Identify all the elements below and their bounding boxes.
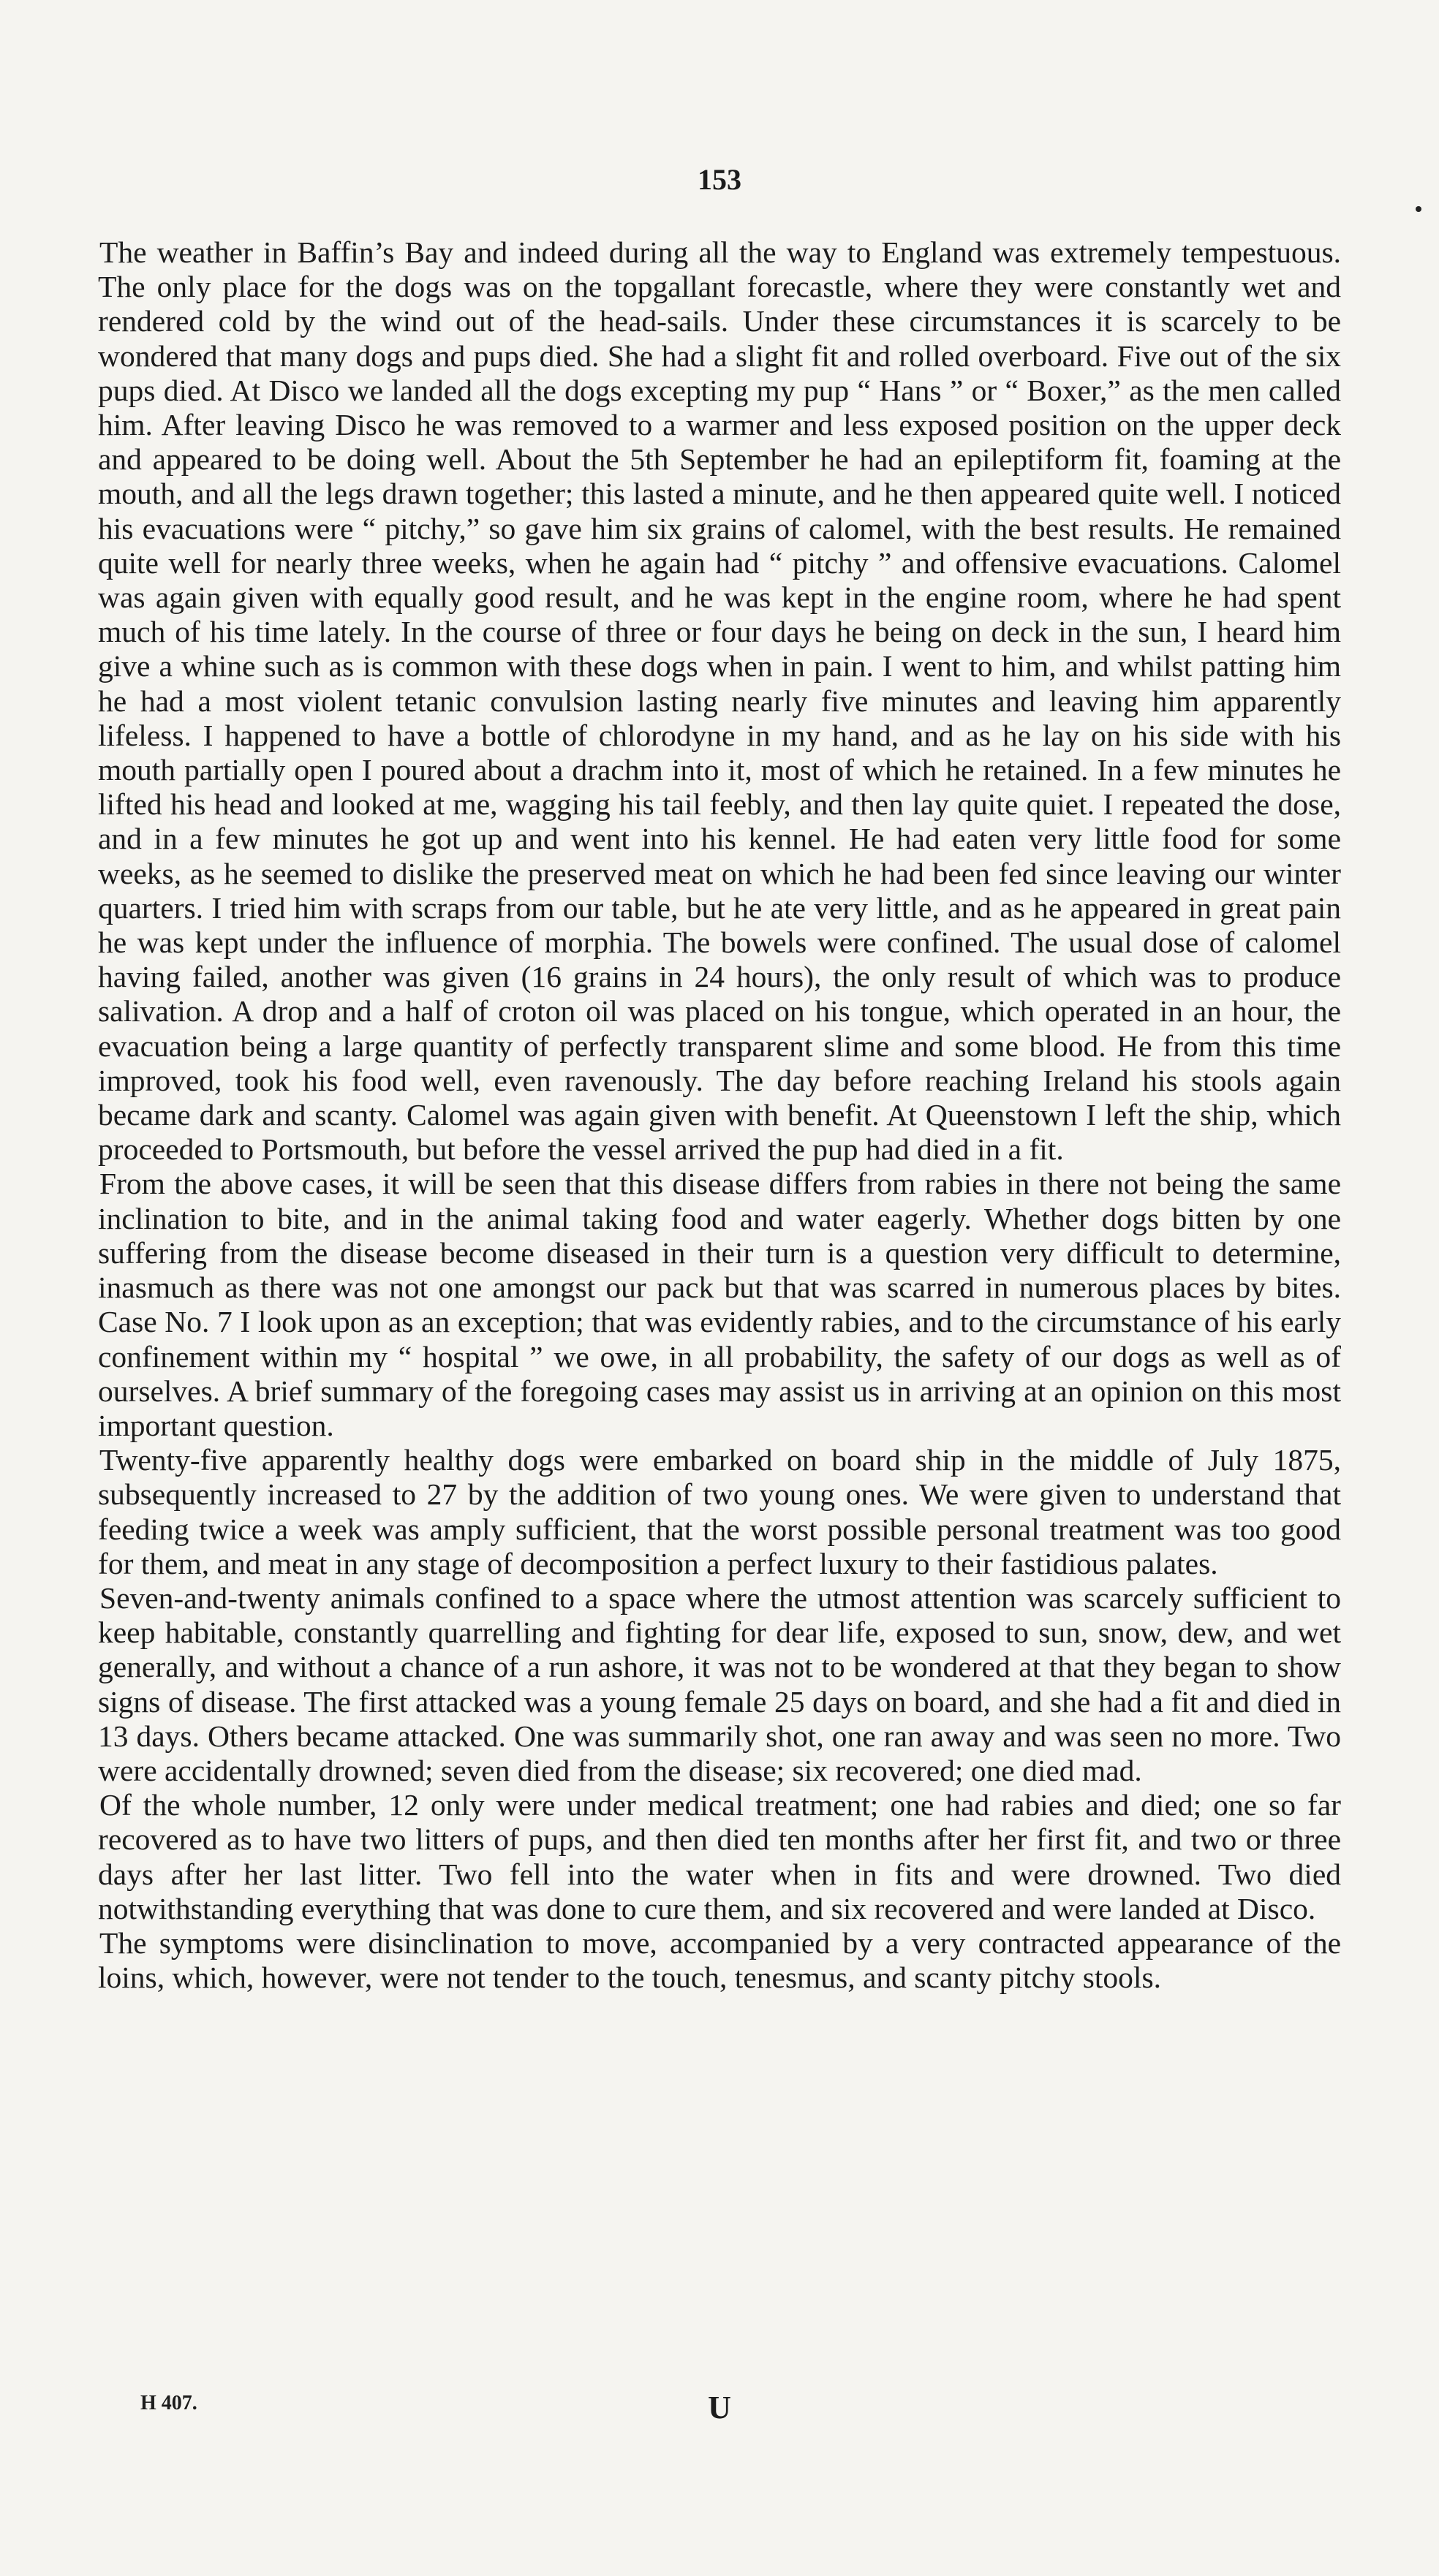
- paragraph-2: From the above cases, it will be seen that this disease differs from rabies in there not being the same inclination to bite, and in the animal taking food and water eagerly. Whether dogs bitten by one suffering from the disease become diseased in their turn is a question very difficult to determine, inasmuch as there was not one amongst our pack but that was scarred in numerous places by bites. Case No. 7 I look upon as an exception; that was evidently rabies, and to the circumstance of his early confinement within my “ hospital ” we owe, in all probability, the safety of our dogs as well as of ourselves. A brief summary of the foregoing cases may assist us in arriving at an opinion on this most important question.: [98, 1167, 1341, 1442]
- page-number: 153: [698, 163, 741, 196]
- gathering-letter: U: [708, 2390, 731, 2425]
- paragraph-5: Of the whole number, 12 only were under medical treatment; one had rabies and died; one so far recovered as to have two litters of pups, and then died ten months after her first fit, and two or three days after her last litter. Two fell into the water when in fits and were drowned. Two died notwithstanding everything that was done to cure them, and six recovered and were landed at Disco.: [98, 1788, 1341, 1925]
- paragraph-6: The symptoms were disinclination to move, accompanied by a very contracted appearance of the loins, which, however, were not tender to the touch, tenesmus, and scanty pitchy stools.: [98, 1925, 1341, 1995]
- paragraph-1: The weather in Baffin’s Bay and indeed during all the way to England was extremely tempestuous. The only place for the dogs was on the topgallant forecastle, where they were constantly wet and rendered cold by the wind out of the head-sails. Under these circumstances it is scarcely to be wondered that many dogs and pups died. She had a slight fit and rolled overboard. Five out of the six pups died. At Disco we landed all the dogs excepting my pup “ Hans ” or “ Boxer,” as the men called him. After leaving Disco he was removed to a warmer and less exposed position on the upper deck and appeared to be doing well. About the 5th September he had an epileptiform fit, foaming at the mouth, and all the legs drawn together; this lasted a minute, and he then appeared quite well. I noticed his evacuations were “ pitchy,” so gave him six grains of calomel, with the best results. He remained quite well for nearly three weeks, when he again had “ pitchy ” and offensive evacuations. Calomel was again given with equally good result, and he was kept in the engine room, where he had spent much of his time lately. In the course of three or four days he being on deck in the sun, I heard him give a whine such as is common with these dogs when in pain. I went to him, and whilst patting him he had a most violent tetanic convulsion lasting nearly five minutes and leaving him apparently lifeless. I happened to have a bottle of chlorodyne in my hand, and as he lay on his side with his mouth partially open I poured about a drachm into it, most of which he retained. In a few minutes he lifted his head and looked at me, wagging his tail feebly, and then lay quite quiet. I repeated the dose, and in a few minutes he got up and went into his kennel. He had eaten very little food for some weeks, as he seemed to dislike the preserved meat on which he had been fed since leaving our winter quarters. I tried him with scraps from our table, but he ate very little, and as he appeared in great pain he was kept under the influence of morphia. The bowels were confined. The usual dose of calomel having failed, another was given (16 grains in 24 hours), the only result of which was to produce salivation. A drop and a half of croton oil was placed on his tongue, which operated in an hour, the evacuation being a large quantity of perfectly transparent slime and some blood. He from this time improved, took his food well, even ravenously. The day before reaching Ireland his stools again became dark and scanty. Calomel was again given with benefit. At Queenstown I left the ship, which proceeded to Portsmouth, but before the vessel arrived the pup had died in a fit.: [98, 235, 1341, 1167]
- margin-ink-spot: [1416, 206, 1421, 212]
- paragraph-3: Twenty-five apparently healthy dogs were embarked on board ship in the middle of July 1875, subsequently increased to 27 by the addition of two young ones. We were given to understand that feeding twice a week was amply sufficient, that the worst possible personal treatment was too good for them, and meat in any stage of decomposition a perfect luxury to their fastidious palates.: [98, 1443, 1341, 1580]
- paragraph-4: Seven-and-twenty animals confined to a space where the utmost attention was scarcely sufficient to keep habitable, constantly quarrelling and fighting for dear life, exposed to sun, snow, dew, and wet generally, and without a chance of a run ashore, it was not to be wondered at that they began to show signs of disease. The first attacked was a young female 25 days on board, and she had a fit and died in 13 days. Others became attacked. One was summarily shot, one ran away and was seen no more. Two were accidentally drowned; seven died from the disease; six recovered; one died mad.: [98, 1580, 1341, 1787]
- body-text: [98, 235, 1341, 1995]
- signature-mark: H 407.: [140, 2392, 197, 2414]
